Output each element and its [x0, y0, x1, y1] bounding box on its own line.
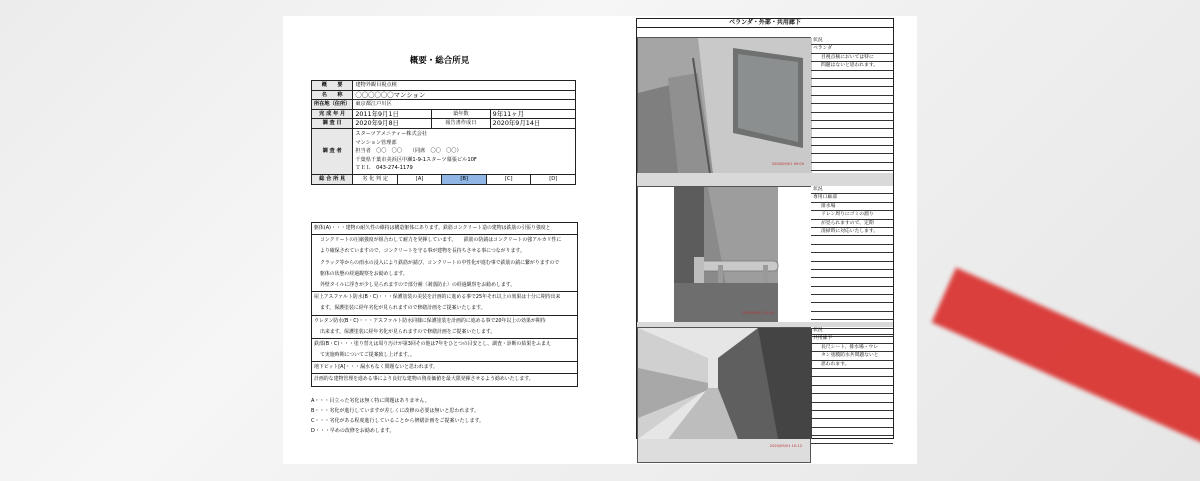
note-text: が見られますので、定期 [811, 220, 893, 228]
photo-date: 2020/09/01 10:12 [769, 444, 802, 448]
report-title: 概要・総合所見 [409, 56, 470, 66]
note-text: 清掃時に対応いたします。 [811, 228, 893, 236]
note-line: クラック等からの雨水の浸入により鉄筋が錆び、コンクリートの中性化が進む事で鉄筋の錆に繋がりますので [320, 259, 560, 266]
note-line: より確保されていますので、コンクリートを守る事が建物を長持ちさせる事につながります。 [320, 248, 525, 255]
summary-value: 建物外観目視点検 [353, 81, 576, 91]
note-text: 問題はないと思われます。 [811, 62, 893, 70]
rating-d: [D] [530, 175, 575, 184]
photo-sheet-frame [636, 26, 894, 448]
section-divider [637, 173, 893, 186]
note-status: 状況 [811, 186, 893, 194]
note-line: ます。保護塗装に経年劣化が見られますので修繕計画をご提案いたします。 [312, 303, 577, 315]
note-text: タン塗膜防水共問題ないと [811, 352, 893, 360]
surveyor-info [353, 128, 576, 174]
surveyor-company: スターツアメニティー株式会社 [355, 130, 428, 137]
note-text: 思われます。 [811, 361, 893, 369]
table-row [312, 128, 576, 174]
building-name: 〇〇〇〇〇〇マンション [353, 90, 576, 100]
summary-table [311, 80, 576, 185]
background-pencil [932, 268, 1200, 453]
balcony-photo-image [638, 38, 812, 174]
findings-notes [311, 222, 578, 387]
drain-notes [811, 186, 893, 337]
note-status: 状況 [811, 327, 893, 335]
balcony-photo [637, 37, 811, 173]
rating-legend [311, 396, 484, 436]
survey-label: 調 査 日 [312, 119, 353, 129]
note-line: 地下ピット[A]・・・漏水もなく問題ないと思われます。 [312, 362, 577, 374]
completed-label: 完 成 年 月 [312, 109, 353, 119]
note-status: 状況 [811, 37, 893, 45]
note-line: ウレタン防水(B・C)・・・アスファルト防水同様に保護塗装を計画的に進める事で20年以上の効果が期待 [314, 317, 546, 324]
surveyor-label: 調 査 者 [312, 128, 353, 174]
note-line: 屋上アスファルト防水(B・C)・・・保護塗装の美装を計画的に進める事で25年それ以上の効果は十分に期待出来 [314, 294, 561, 301]
corridor-photo-image [638, 328, 812, 439]
location-label: 所在地（住所） [312, 100, 353, 110]
note-location: 専用口廊部 [811, 194, 893, 202]
surveyor-staff: 担当者 〇〇 〇〇 （同席 〇〇 〇〇） [355, 148, 462, 155]
photo-date: 2020/09/01 09:09 [771, 162, 804, 166]
photo-sheet-page [596, 16, 917, 464]
legend-a: A・・・目立った劣化は無く特に問題はありません。 [311, 398, 430, 404]
note-line: 躯体の状態の経過観察をお勧めします。 [320, 270, 408, 277]
location-value: 東京都江戸川区 [353, 100, 576, 110]
surveyor-phone: ＴＥＬ 043-274-1179 [355, 165, 413, 172]
overall-label: 総 合 所 見 [312, 174, 353, 184]
rating-b-selected: [B] [441, 175, 486, 184]
name-label: 名 称 [312, 90, 353, 100]
report-date-label: 報告書作成日 [432, 119, 491, 129]
note-text: 長尺シート、排水場・ウレ [811, 344, 893, 352]
surveyor-address: 千葉県千葉市美浜区中瀬1-9-1スターツ幕張ビル10F [355, 156, 477, 163]
table-row [312, 109, 576, 119]
note-line: 鉄部(B・C)・・・塗り替えは周り汚けが第3回その他は7年をひとつの目安とし、調査・診断の結果をふまえ [314, 340, 551, 347]
table-row [312, 100, 576, 110]
note-line: 計画的な建物管理を進める事により良好な建物の資産価値を最大限発揮させるよう勧めいたします。 [312, 374, 577, 386]
note-location: 共用廊下 [811, 335, 893, 343]
drain-photo [637, 186, 811, 322]
legend-d: D・・・早めの改修をお勧めします。 [311, 428, 395, 434]
drain-photo-image [638, 187, 812, 323]
rating-c: [C] [486, 175, 531, 184]
completed-value: 2011年9月1日 [353, 109, 432, 119]
note-line: 外壁タイルに浮きが少し見られますので部分補（剥落防止）の経過観察をお勧めします。 [312, 280, 577, 292]
table-row [312, 81, 576, 91]
note-line: コンクリートの圧縮強度が組合わして耐力を発揮しています。 鉄筋の防錆はコンクリートの強アルカリ性に [320, 237, 562, 244]
photo-sheet-title: ベランダ・外部・共用廊下 [636, 18, 894, 28]
legend-b: B・・・劣化が進行していますが差しくに改修の必要は無いと思われます。 [311, 408, 480, 414]
age-label: 築年数 [432, 109, 491, 119]
table-row [312, 90, 576, 100]
corridor-notes [811, 327, 893, 444]
report-date: 2020年9月14日 [490, 119, 575, 129]
judge-label: 劣 化 判 定 [362, 175, 388, 182]
surveyor-department: マンション管理部 [355, 139, 397, 146]
rating-a: [A] [397, 175, 442, 184]
table-row [312, 119, 576, 129]
note-text: 目視点検においては特に [811, 54, 893, 62]
note-location: ベランダ [811, 45, 893, 53]
summary-label: 概 要 [312, 81, 353, 91]
age-value: 9年11ヶ月 [490, 109, 575, 119]
note-line: て実施時期についてご提案致し上げます。。 [312, 350, 577, 362]
note-text: ドレン周りにゴミの溜り [811, 211, 893, 219]
note-line: 躯体(A)・・・建物の耐久性の維持は構造躯体にあります。鉄筋コンクリート造の建物は鉄筋の引張り強度と [312, 223, 577, 235]
survey-date: 2020年9月8日 [353, 119, 432, 129]
note-line: 出来ます。保護塗装に経年劣化が見られますので修繕計画をご提案いたします。 [312, 327, 577, 339]
rating-row [353, 174, 576, 184]
table-row [312, 174, 576, 184]
legend-c: C・・・劣化がある程度進行していることから修繕計画をご提案いたします。 [311, 418, 485, 424]
photo-date: 2020/09/01 10:00 [741, 311, 774, 315]
corridor-photo [637, 327, 811, 463]
summary-report-page [283, 16, 596, 464]
balcony-notes [811, 37, 893, 180]
note-text: 排水場 [811, 203, 893, 211]
